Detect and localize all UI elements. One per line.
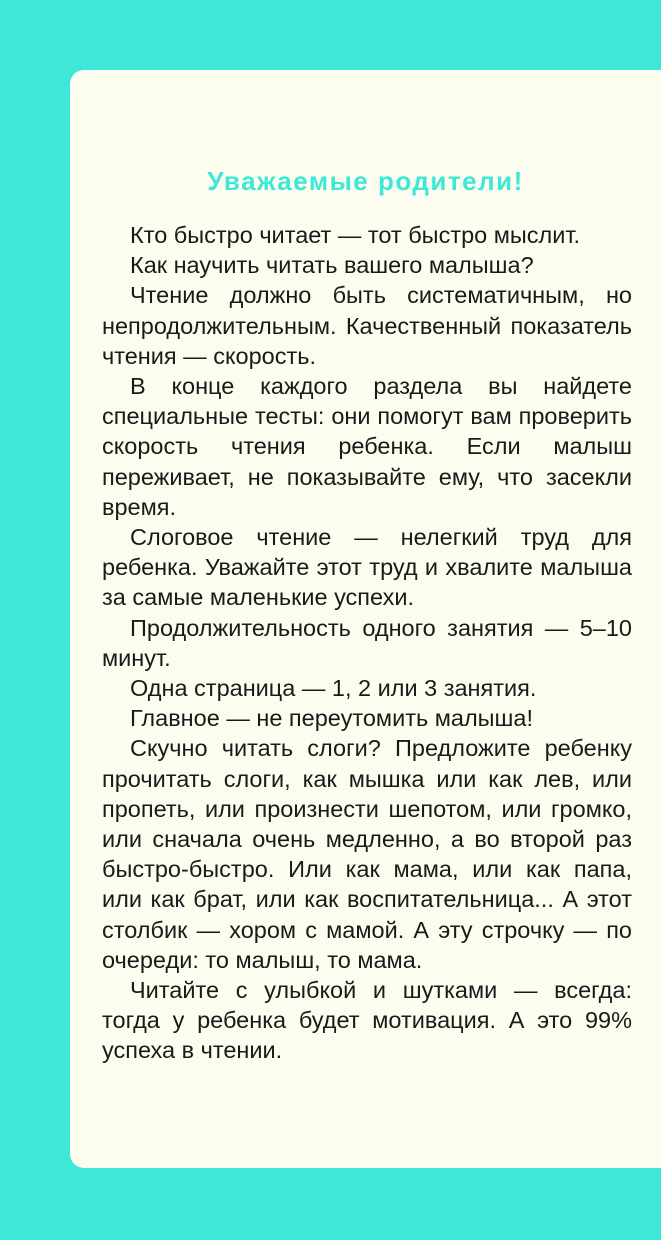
paragraph: Слоговое чтение — нелегкий труд для ребенка. Уважайте этот труд и хвалите малыша за самые маленькие успехи. — [102, 524, 632, 611]
paragraph: Читайте с улыбкой и шутками — всегда: тогда у ребенка будет мотивация. А это 99% успеха в чтении. — [102, 977, 632, 1064]
page-card — [70, 70, 661, 1168]
paragraph: Одна страница — 1, 2 или 3 занятия. — [130, 675, 537, 702]
paragraph: Скучно читать слоги? Предложите ребенку прочитать слоги, как мышка или как лев, или пропеть, или произнести шепотом, или громко, или сначала очень медленно, а во второй раз быстро-быстро. Или как мама, или как папа, или как брат, или как воспитательница... А этот столбик — хором с мамой. А эту строчку — по очереди: то малыш, то мама. — [102, 735, 632, 973]
body-text — [102, 220, 632, 1066]
paragraph: Кто быстро читает — тот быстро мыслит. — [130, 222, 581, 248]
paragraph: Как научить читать вашего малыша? — [130, 252, 534, 279]
page-title: Уважаемые родители! — [207, 166, 524, 196]
paragraph: Главное — не переутомить малыша! — [130, 705, 534, 732]
paragraph: Чтение должно быть систематичным, но непродолжительным. Качественный показатель чтения — скорость. — [102, 282, 632, 369]
paragraph: Продолжительность одного занятия — 5–10 минут. — [102, 614, 632, 671]
paragraph: В конце каждого раздела вы найдете специальные тесты: они помогут вам проверить скорость чтения ребенка. Если малыш переживает, не показывайте ему, что засекли время. — [102, 373, 632, 520]
